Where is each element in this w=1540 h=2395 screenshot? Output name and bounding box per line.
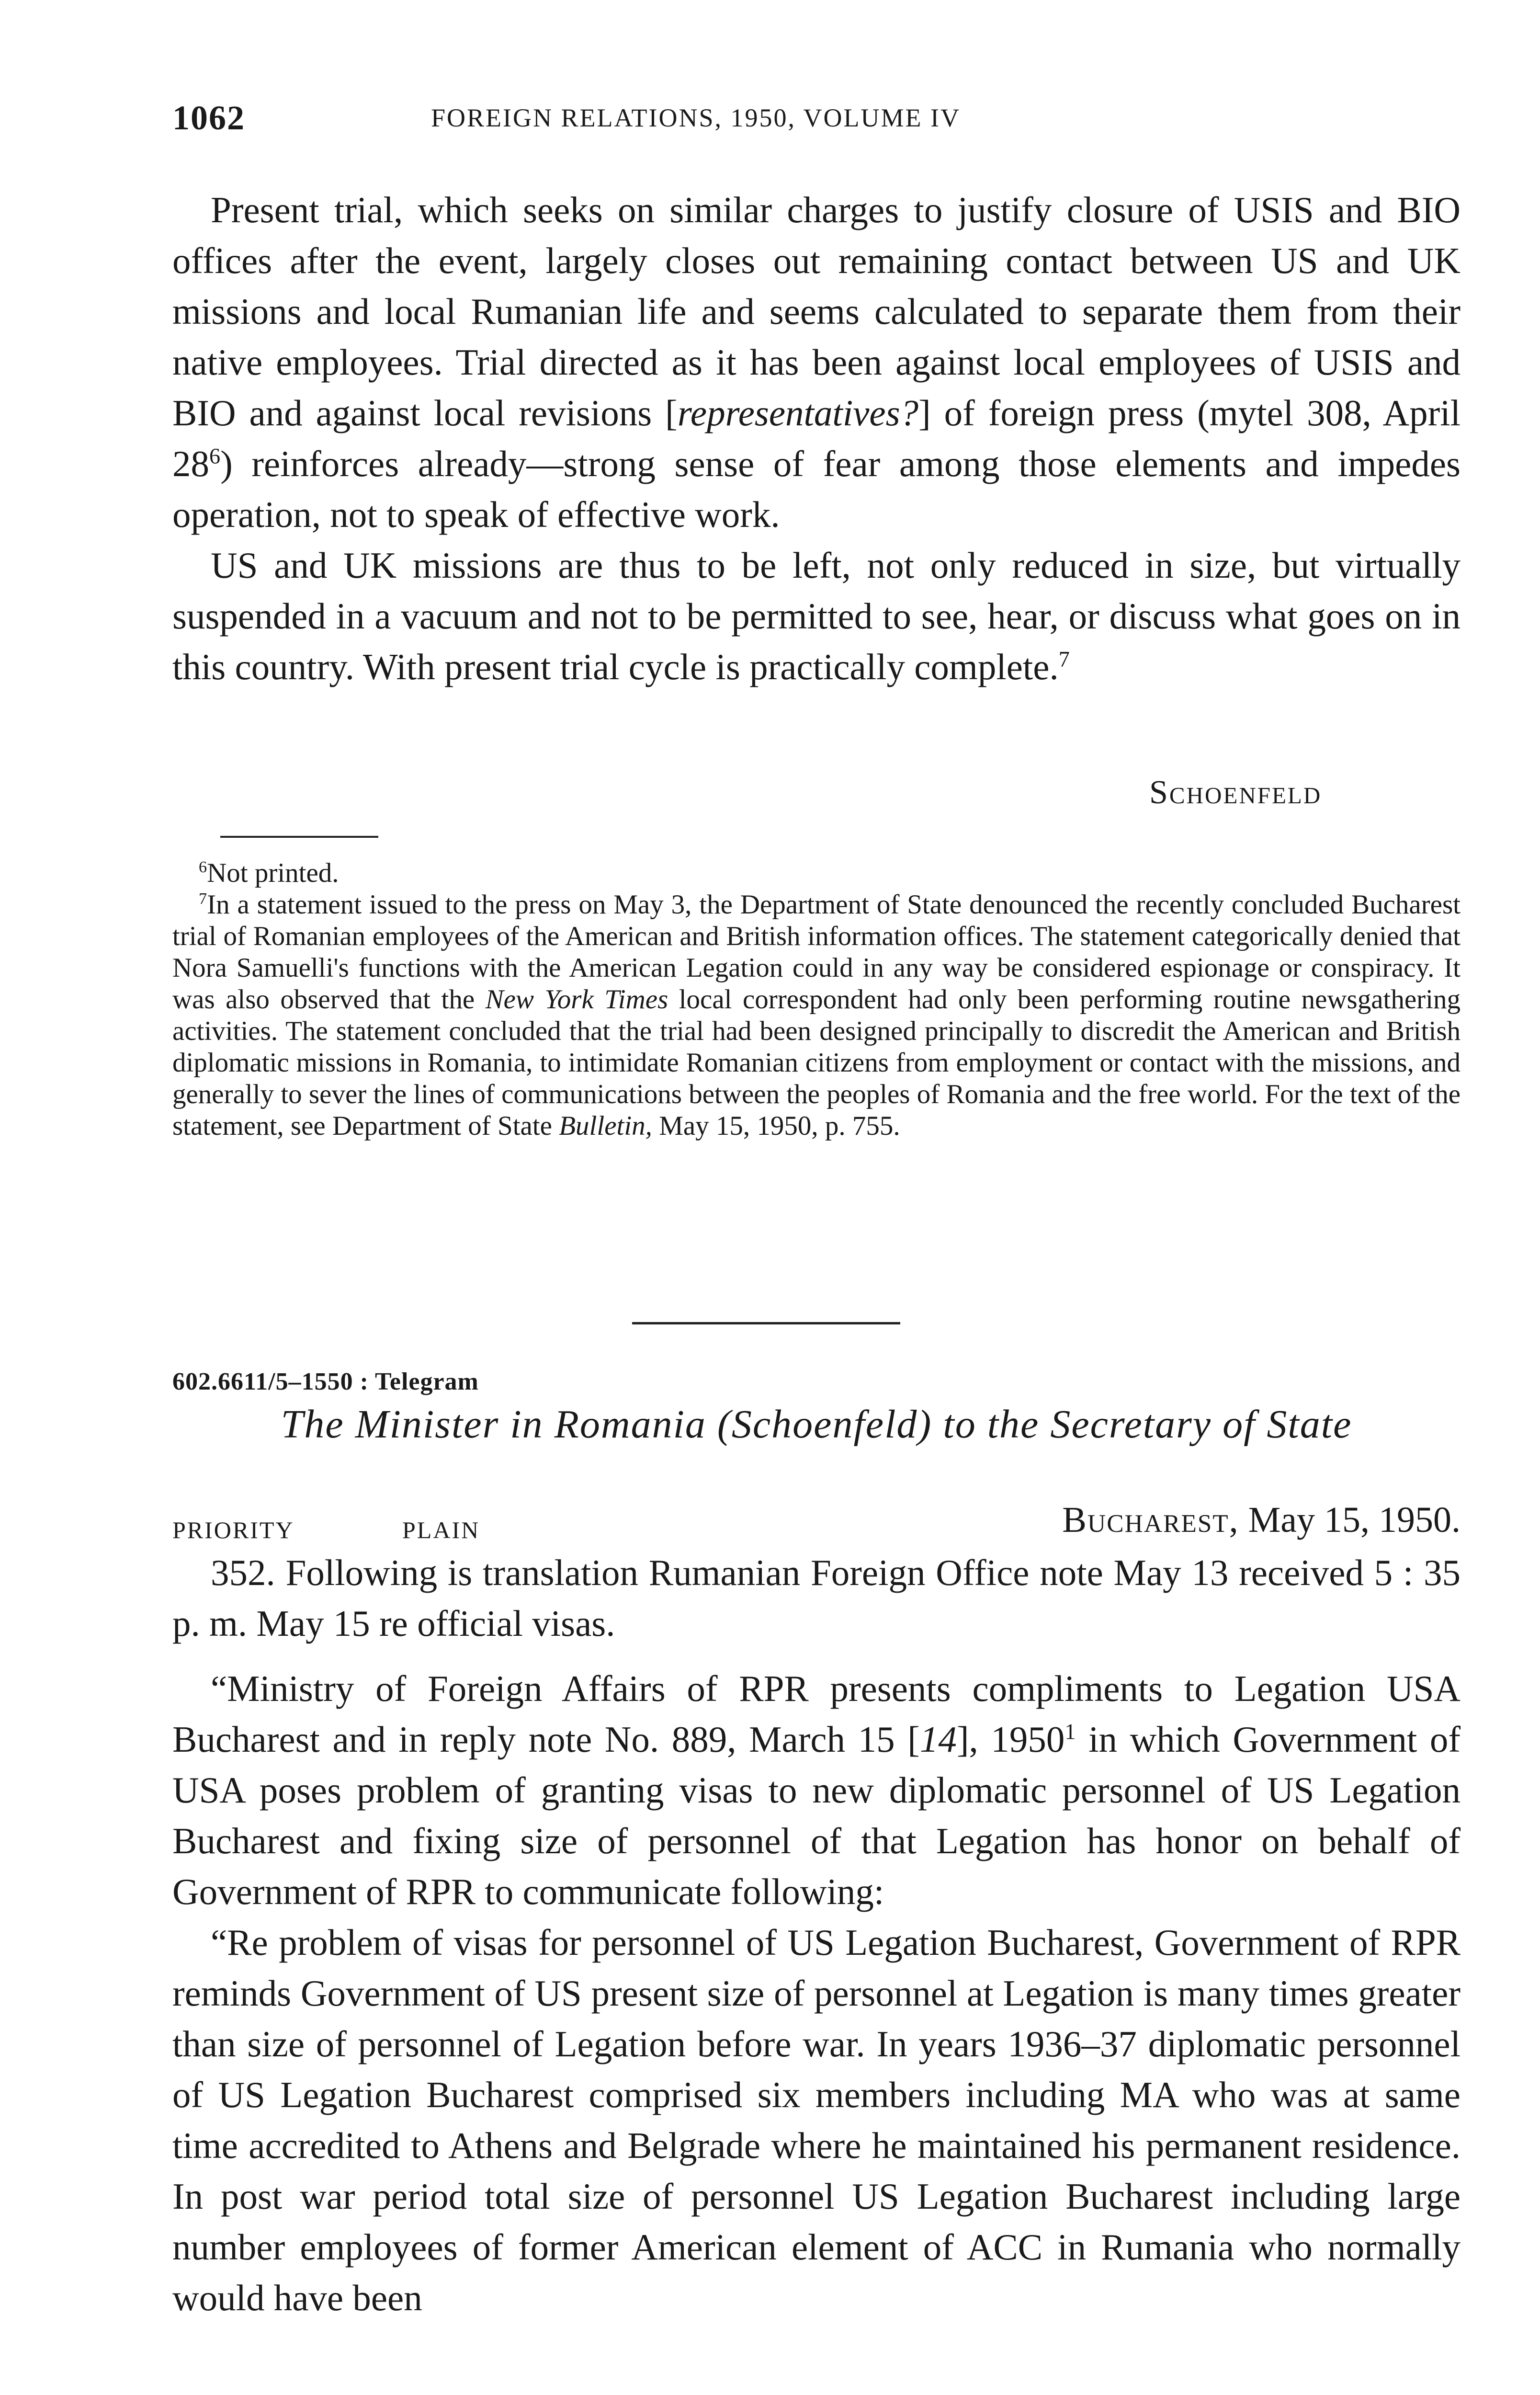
footnote-divider <box>220 836 378 838</box>
footnotes <box>172 857 1461 1142</box>
telegram-continuation <box>172 184 1461 692</box>
document-heading: The Minister in Romania (Schoenfeld) to the Secretary of State <box>281 1402 1352 1447</box>
plain-label: PLAIN <box>402 1517 480 1543</box>
running-head <box>172 98 1475 141</box>
continuation-paragraph-1: Present trial, which seeks on similar charges to justify closure of USIS and BIO offices after the event, largely closes out remaining contact between US and UK missions and local Rumanian life and seems calculated to separate them from their native employees. Trial directed as it has been against local employees of USIS and BIO and against local revisions [representatives?] of foreign press (mytel 308, April $28^6$) reinforces already—strong sense of fear among those elements and impedes operation, not to speak of effective work. <box>172 189 1461 535</box>
telegram-body <box>172 1547 1461 2323</box>
footnote-7: $^7$In a statement issued to the press on May 3, the Department of State denounced the recently concluded Bucharest trial of Romanian employees of the American and British information offices. The statement categorically denied that Nora Samuelli's functions with the American Legation could in any way be considered espionage or conspiracy. It was also observed that the New York Times local correspondent had only been performing routine newsgathering activities. The statement concluded that the trial had been designed principally to discredit the American and British diplomatic missions in Romania, to intimidate Romanian citizens from employment or contact with the missions, and generally to sever the lines of communications between the peoples of Romania and the free world. For the text of the statement, see Department of State Bulletin, May 15, 1950, p. 755. <box>172 890 1461 1141</box>
dateline-date: May 15, 1950. <box>1239 1500 1461 1540</box>
dateline <box>967 1499 1461 1541</box>
dateline-city: Bucharest, <box>1062 1500 1239 1540</box>
continuation-paragraph-2: US and UK missions are thus to be left, not only reduced in size, but virtually suspended in a vacuum and not to be permitted to see, hear, or discuss what goes on in this country. With present trial cycle is practically complete.$^7$ <box>172 545 1461 687</box>
section-divider <box>632 1322 900 1324</box>
page-number: 1062 <box>172 99 245 137</box>
telegram-paragraph-2: “Ministry of Foreign Affairs of RPR presents compliments to Legation USA Bucharest and in reply note No. 889, March 15 [14], 1950$^1$ in which Government of USA poses problem of granting visas to new diplomatic personnel of US Legation Bucharest and fixing size of personnel of that Legation has honor on behalf of Government of RPR to communicate following: <box>172 1668 1461 1912</box>
footnote-ref-1: 1 <box>1064 1719 1076 1744</box>
file-number: 602.6611/5–1550 : Telegram <box>172 1368 479 1395</box>
telegram-paragraph-1: 352. Following is translation Rumanian Foreign Office note May 13 received 5 : 35 p. m. May 15 re official visas. <box>172 1552 1461 1644</box>
footnote-6: $^6$Not printed. <box>199 858 339 888</box>
signature: Schoenfeld <box>1149 774 1322 811</box>
footnote-ref-7: 7 <box>1058 647 1070 672</box>
priority-label: PRIORITY <box>172 1517 294 1543</box>
telegram-paragraph-3: “Re problem of visas for personnel of US Legation Bucharest, Government of RPR reminds Government of US present size of personnel at Legation is many times greater than size of personnel of Legation before war. In years 1936–37 diplomatic personnel of US Legation Bucharest comprised six members including MA who was at same time accredited to Athens and Belgrade where he maintained his permanent residence. In post war period total size of personnel US Legation Bucharest including large number employees of former American element of ACC in Rumania who normally would have been <box>172 1922 1461 2318</box>
running-title: FOREIGN RELATIONS, 1950, VOLUME IV <box>431 103 961 132</box>
footnote-ref-6: 6 <box>209 444 221 468</box>
